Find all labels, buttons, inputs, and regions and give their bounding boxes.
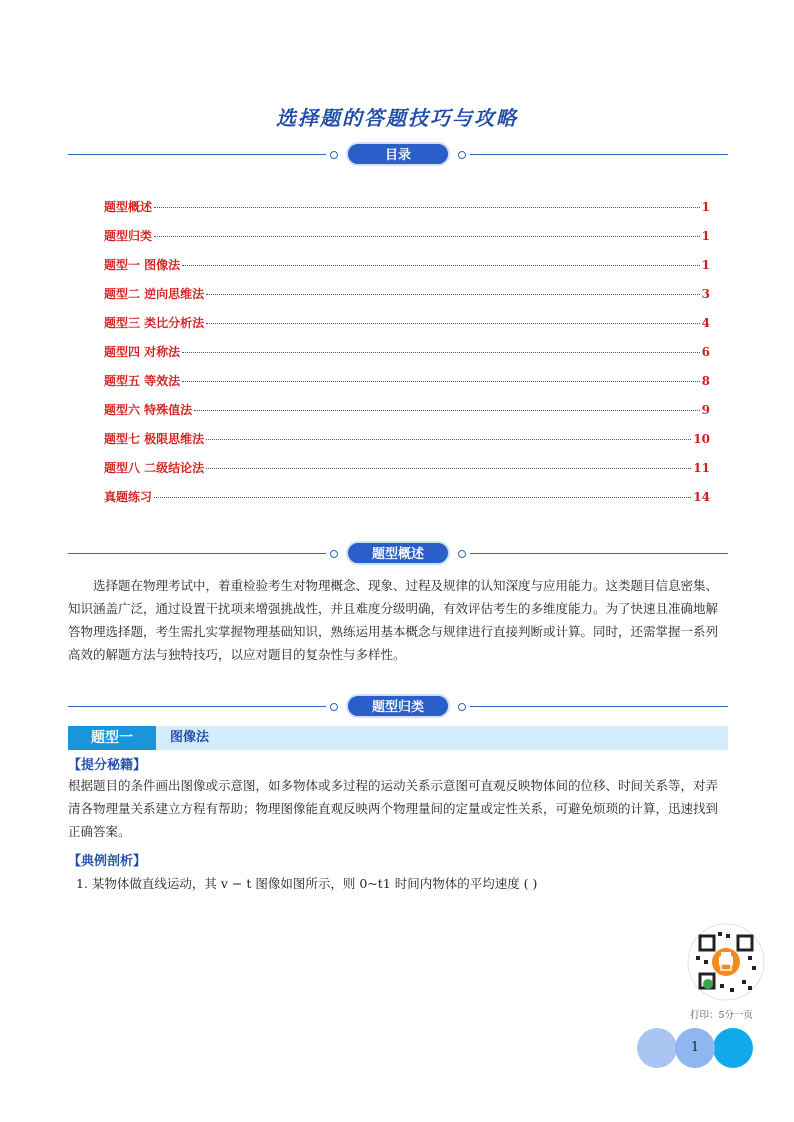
tips-paragraph: 根据题目的条件画出图像或示意图，如多物体或多过程的运动关系示意图可直观反映物体间的位移、时间关系等，对弄清各物理量关系建立方程有帮助；物理图像能直观反映两个物理量间的定量或定性关系，可避免烦琐的计算，迅速找到正确答案。: [68, 778, 719, 839]
toc-entry-label: 题型三 类比分析法: [104, 316, 205, 330]
toc-entry-page: 11: [693, 461, 710, 475]
toc-entry-page: 1: [701, 200, 710, 214]
toc-entry[interactable]: [104, 459, 710, 488]
print-info: 打印：5分一页: [690, 1010, 754, 1021]
page-number: 1: [690, 1040, 700, 1055]
toc-entry[interactable]: [104, 256, 710, 285]
toc-entry[interactable]: [104, 285, 710, 314]
toc-entry-label: 真题练习: [104, 490, 153, 504]
toc-entry[interactable]: [104, 488, 710, 517]
classify-heading-bar: [68, 697, 728, 717]
toc-heading: 目录: [346, 142, 450, 166]
toc-entry-label: 题型五 等效法: [104, 374, 181, 388]
type1-header: [68, 726, 728, 750]
toc-entry-page: 14: [693, 490, 710, 504]
overview-heading: 题型概述: [346, 541, 450, 565]
toc-entry-label: 题型归类: [104, 229, 153, 243]
tips-label: 【提分秘籍】: [68, 758, 147, 773]
toc-entry-page: 1: [701, 258, 710, 272]
toc-entry-page: 6: [701, 345, 710, 359]
type1-name: 图像法: [170, 730, 210, 745]
overview-paragraph: 选择题在物理考试中，着重检验考生对物理概念、现象、过程及规律的认知深度与应用能力。这类题目信息密集、知识涵盖广泛，通过设置干扰项来增强挑战性，并且难度分级明确，有效评估考生的多维度能力。为了快速且准确地解答物理选择题，考生需扎实掌握物理基础知识，熟练运用基本概念与规律进行直接判断或计算。同时，还需掌握一系列高效的解题方法与独特技巧，以应对题目的复杂性与多样性。: [68, 578, 719, 662]
type1-tag: 题型一: [68, 726, 156, 750]
toc-entry[interactable]: [104, 430, 710, 459]
toc-entry-page: 10: [693, 432, 710, 446]
toc-entry-page: 1: [701, 229, 710, 243]
toc-entry-page: 8: [701, 374, 710, 388]
toc-entry[interactable]: [104, 227, 710, 256]
toc-entry-page: 4: [701, 316, 710, 330]
page-indicator: [637, 1028, 753, 1068]
toc-entry-page: 3: [701, 287, 710, 301]
overview-heading-bar: [68, 544, 728, 564]
question-1: 1. 某物体做直线运动，其 v − t 图像如图所示，则 0~t1 时间内物体的平均速度 ( ): [76, 876, 538, 891]
toc-entry-label: 题型概述: [104, 200, 153, 214]
toc-entry-label: 题型七 极限思维法: [104, 432, 205, 446]
table-of-contents: [104, 198, 710, 517]
document-title: 选择题的答题技巧与攻略: [276, 106, 518, 130]
toc-entry-label: 题型一 图像法: [104, 258, 181, 272]
qr-code-icon[interactable]: [686, 922, 766, 1002]
example-label: 【典例剖析】: [68, 854, 147, 869]
toc-entry-page: 9: [701, 403, 710, 417]
toc-entry-label: 题型二 逆向思维法: [104, 287, 205, 301]
toc-entry-label: 题型四 对称法: [104, 345, 181, 359]
toc-entry[interactable]: [104, 198, 710, 227]
classify-heading: 题型归类: [346, 694, 450, 718]
toc-entry[interactable]: [104, 314, 710, 343]
toc-entry[interactable]: [104, 343, 710, 372]
toc-entry-label: 题型八 二级结论法: [104, 461, 205, 475]
toc-entry-label: 题型六 特殊值法: [104, 403, 193, 417]
toc-entry[interactable]: [104, 401, 710, 430]
toc-heading-bar: [68, 145, 728, 165]
toc-entry[interactable]: [104, 372, 710, 401]
